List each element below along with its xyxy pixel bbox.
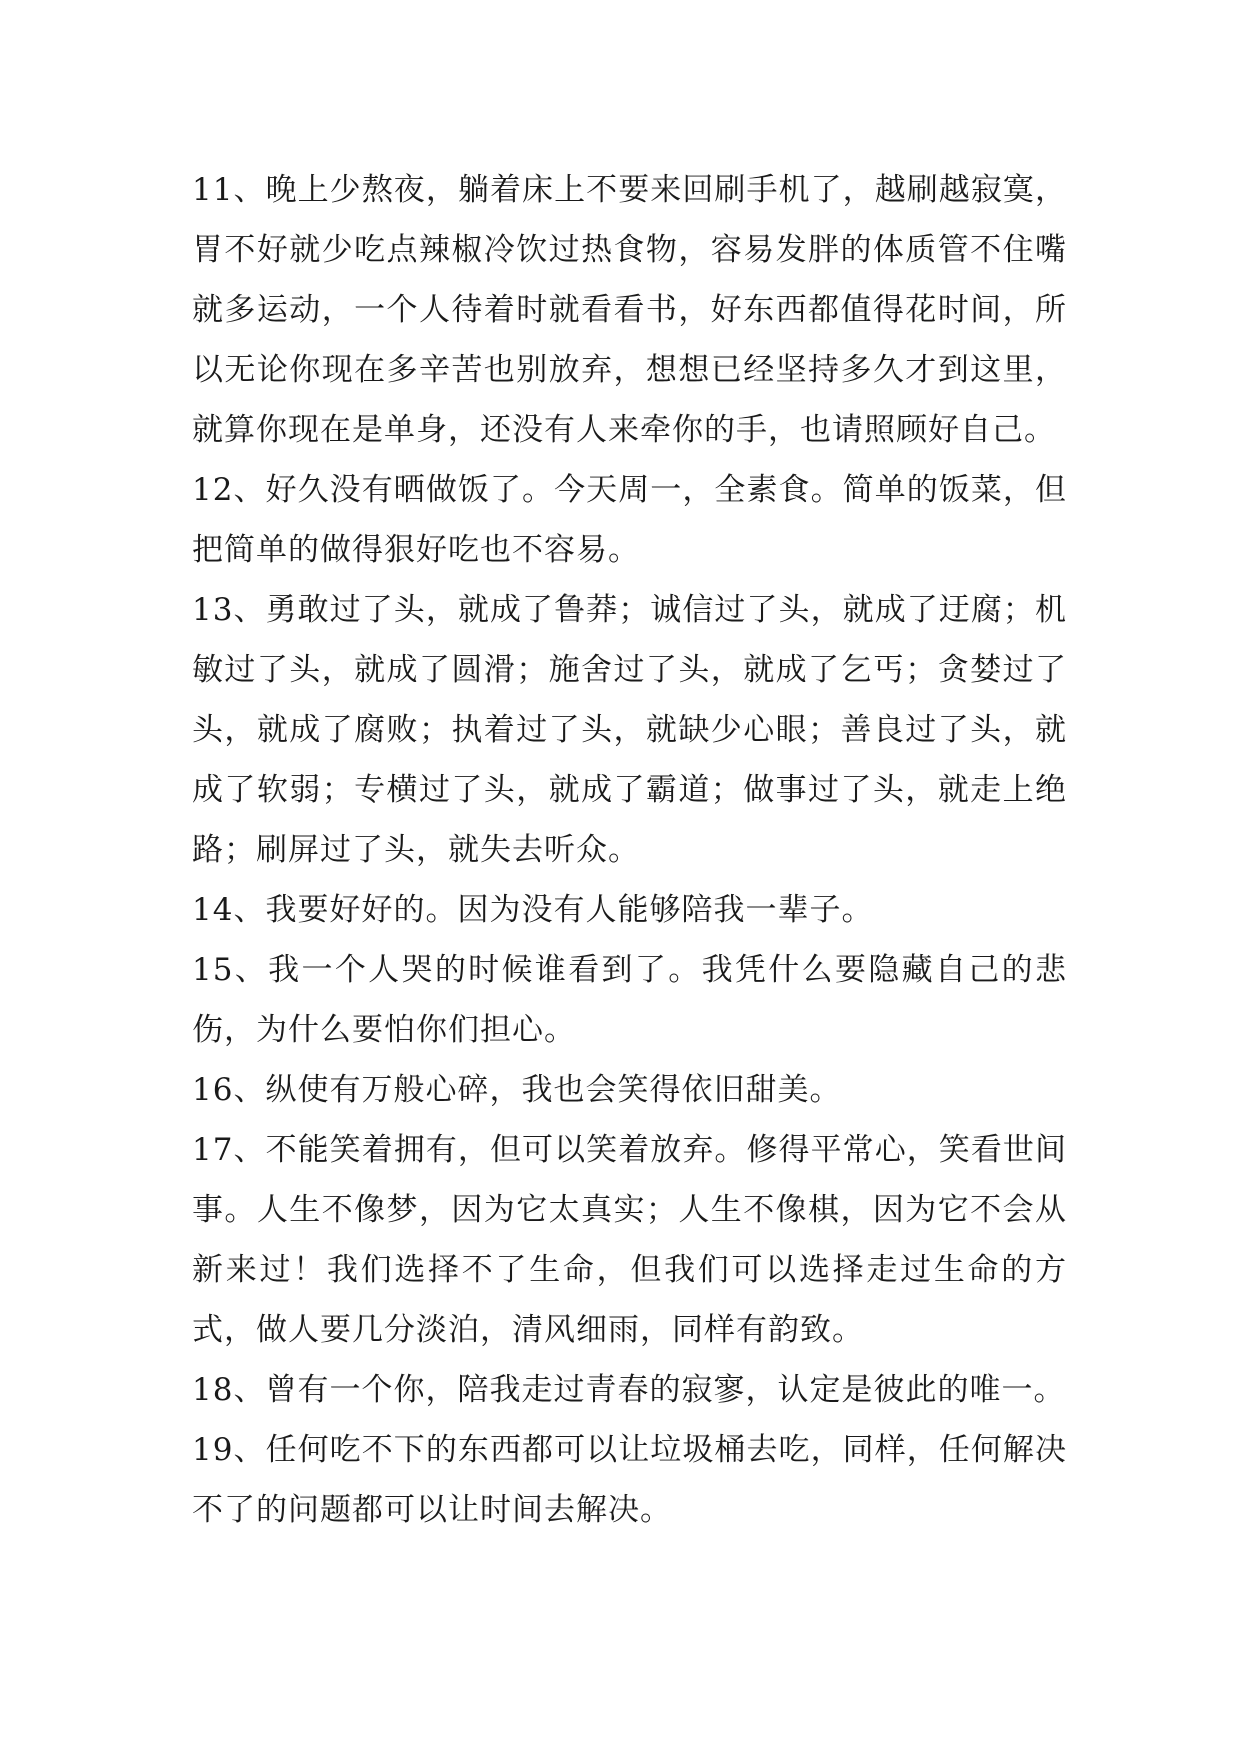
entry-12: 12、好久没有晒做饭了。今天周一，全素食。简单的饭菜，但把简单的做得狠好吃也不容易。 (192, 472, 1067, 568)
entry-14: 14、我要好好的。因为没有人能够陪我一辈子。 (192, 892, 874, 928)
entry-15: 15、我一个人哭的时候谁看到了。我凭什么要隐藏自己的悲伤，为什么要怕你们担心。 (192, 952, 1067, 1048)
entry-19: 19、任何吃不下的东西都可以让垃圾桶去吃，同样，任何解决不了的问题都可以让时间去解决。 (192, 1432, 1067, 1528)
entry-13: 13、勇敢过了头，就成了鲁莽；诚信过了头，就成了迂腐；机敏过了头，就成了圆滑；施舍过了头，就成了乞丐；贪婪过了头，就成了腐败；执着过了头，就缺少心眼；善良过了头，就成了软弱；专横过了头，就成了霸道；做事过了头，就走上绝路；刷屏过了头，就失去听众。 (192, 592, 1067, 868)
entry-17: 17、不能笑着拥有，但可以笑着放弃。修得平常心，笑看世间事。人生不像梦，因为它太真实；人生不像棋，因为它不会从新来过！我们选择不了生命，但我们可以选择走过生命的方式，做人要几分淡泊，清风细雨，同样有韵致。 (192, 1132, 1067, 1348)
entry-16: 16、纵使有万般心碎，我也会笑得依旧甜美。 (192, 1072, 842, 1108)
entry-11: 11、晚上少熬夜，躺着床上不要来回刷手机了，越刷越寂寞，胃不好就少吃点辣椒冷饮过热食物，容易发胖的体质管不住嘴就多运动，一个人待着时就看看书，好东西都值得花时间，所以无论你现在多辛苦也别放弃，想想已经坚持多久才到这里，就算你现在是单身，还没有人来牵你的手，也请照顾好自己。 (192, 172, 1067, 448)
entry-18: 18、曾有一个你，陪我走过青春的寂寥，认定是彼此的唯一。 (192, 1372, 1066, 1408)
document-body (192, 160, 1067, 1540)
